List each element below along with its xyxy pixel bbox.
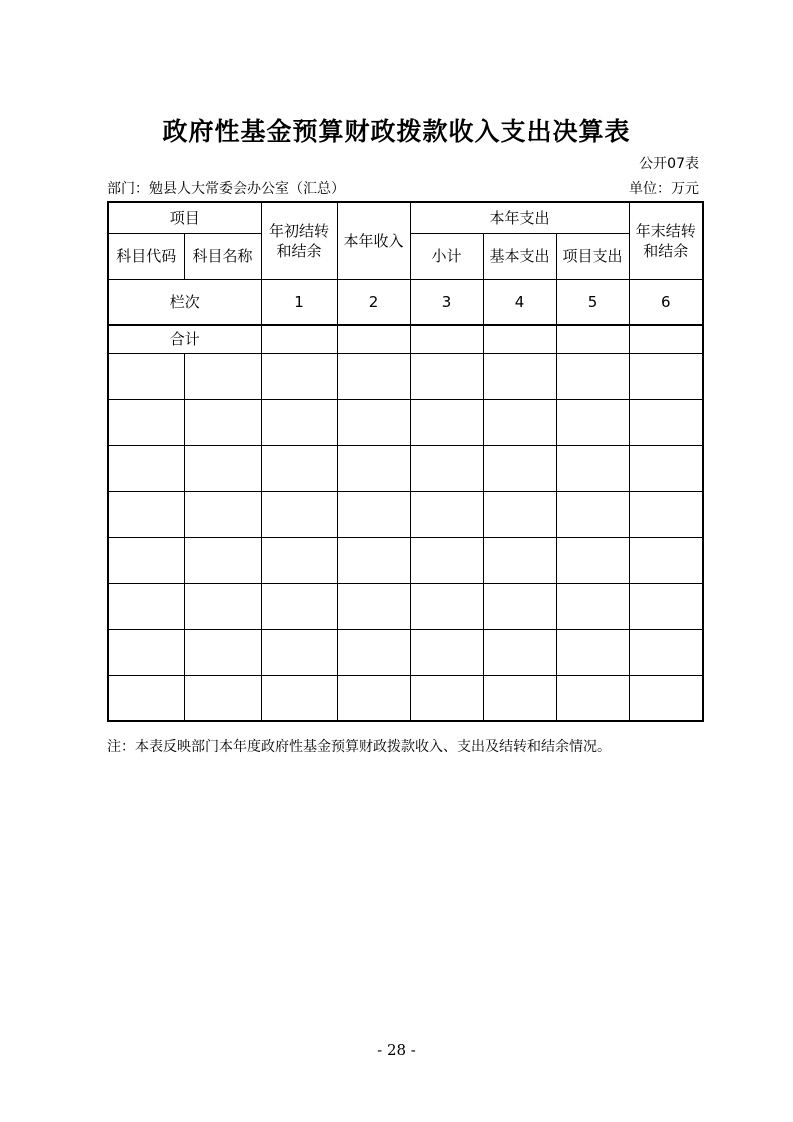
row-value-6 — [629, 353, 703, 399]
table-row — [108, 537, 703, 583]
header-basic-expense: 基本支出 — [483, 233, 556, 279]
row-subject-name — [184, 583, 261, 629]
row-value-2 — [337, 583, 410, 629]
row-subject-code — [108, 445, 184, 491]
row-subject-code — [108, 583, 184, 629]
total-value-5 — [556, 325, 629, 353]
department-label: 部门：勉县人大常委会办公室（汇总） — [107, 181, 345, 197]
form-code-label: 公开07表 — [639, 156, 699, 172]
total-value-2 — [337, 325, 410, 353]
row-value-5 — [556, 445, 629, 491]
row-value-5 — [556, 583, 629, 629]
row-value-6 — [629, 629, 703, 675]
table-row — [108, 445, 703, 491]
row-value-2 — [337, 399, 410, 445]
row-value-1 — [261, 399, 337, 445]
row-value-5 — [556, 491, 629, 537]
row-value-6 — [629, 445, 703, 491]
header-current-expense: 本年支出 — [410, 202, 629, 233]
row-value-4 — [483, 445, 556, 491]
row-value-5 — [556, 537, 629, 583]
row-subject-code — [108, 399, 184, 445]
row-value-5 — [556, 675, 629, 721]
column-number-3: 3 — [410, 279, 483, 325]
row-value-1 — [261, 491, 337, 537]
header-subject-code: 科目代码 — [108, 233, 184, 279]
row-value-1 — [261, 675, 337, 721]
column-number-4: 4 — [483, 279, 556, 325]
row-subject-name — [184, 629, 261, 675]
row-value-3 — [410, 399, 483, 445]
row-value-3 — [410, 445, 483, 491]
row-subject-name — [184, 675, 261, 721]
row-value-3 — [410, 537, 483, 583]
header-row-1 — [108, 202, 703, 233]
row-value-2 — [337, 491, 410, 537]
row-value-6 — [629, 537, 703, 583]
row-value-6 — [629, 491, 703, 537]
column-number-6: 6 — [629, 279, 703, 325]
row-value-2 — [337, 629, 410, 675]
row-subject-name — [184, 399, 261, 445]
row-subject-code — [108, 491, 184, 537]
row-value-4 — [483, 399, 556, 445]
row-value-4 — [483, 675, 556, 721]
row-subject-name — [184, 353, 261, 399]
row-value-6 — [629, 583, 703, 629]
row-value-6 — [629, 399, 703, 445]
table-row — [108, 353, 703, 399]
row-value-3 — [410, 491, 483, 537]
page-number: - 28 - — [377, 1041, 416, 1059]
column-number-1: 1 — [261, 279, 337, 325]
row-value-1 — [261, 583, 337, 629]
row-value-2 — [337, 445, 410, 491]
header-opening-balance: 年初结转和结余 — [261, 202, 337, 279]
row-value-2 — [337, 675, 410, 721]
table-row — [108, 491, 703, 537]
column-number-5: 5 — [556, 279, 629, 325]
row-subject-code — [108, 353, 184, 399]
column-index-row — [108, 279, 703, 325]
total-value-1 — [261, 325, 337, 353]
column-number-2: 2 — [337, 279, 410, 325]
column-index-label: 栏次 — [108, 279, 261, 325]
row-value-6 — [629, 675, 703, 721]
row-value-1 — [261, 537, 337, 583]
footnote: 注：本表反映部门本年度政府性基金预算财政拨款收入、支出及结转和结余情况。 — [107, 739, 611, 755]
header-closing-balance: 年末结转和结余 — [629, 202, 703, 279]
row-value-3 — [410, 629, 483, 675]
row-value-1 — [261, 353, 337, 399]
row-subject-name — [184, 537, 261, 583]
header-subject-name: 科目名称 — [184, 233, 261, 279]
row-subject-code — [108, 629, 184, 675]
table-row — [108, 583, 703, 629]
header-current-income: 本年收入 — [337, 202, 410, 279]
row-value-2 — [337, 353, 410, 399]
table-row — [108, 675, 703, 721]
row-value-4 — [483, 491, 556, 537]
row-value-4 — [483, 629, 556, 675]
total-row — [108, 325, 703, 353]
budget-table — [107, 201, 704, 722]
page-title: 政府性基金预算财政拨款收入支出决算表 — [162, 117, 631, 146]
row-value-1 — [261, 445, 337, 491]
row-value-5 — [556, 399, 629, 445]
row-subject-code — [108, 537, 184, 583]
header-project: 项目 — [108, 202, 261, 233]
row-value-3 — [410, 583, 483, 629]
row-value-4 — [483, 353, 556, 399]
row-value-5 — [556, 629, 629, 675]
total-value-3 — [410, 325, 483, 353]
table-row — [108, 629, 703, 675]
row-value-5 — [556, 353, 629, 399]
total-value-4 — [483, 325, 556, 353]
row-value-3 — [410, 675, 483, 721]
table-row — [108, 399, 703, 445]
total-label: 合计 — [108, 325, 261, 353]
row-value-1 — [261, 629, 337, 675]
row-value-3 — [410, 353, 483, 399]
row-value-4 — [483, 583, 556, 629]
row-value-2 — [337, 537, 410, 583]
header-project-expense: 项目支出 — [556, 233, 629, 279]
row-value-4 — [483, 537, 556, 583]
unit-label: 单位：万元 — [629, 181, 699, 197]
row-subject-code — [108, 675, 184, 721]
total-value-6 — [629, 325, 703, 353]
row-subject-name — [184, 491, 261, 537]
row-subject-name — [184, 445, 261, 491]
header-subtotal: 小计 — [410, 233, 483, 279]
